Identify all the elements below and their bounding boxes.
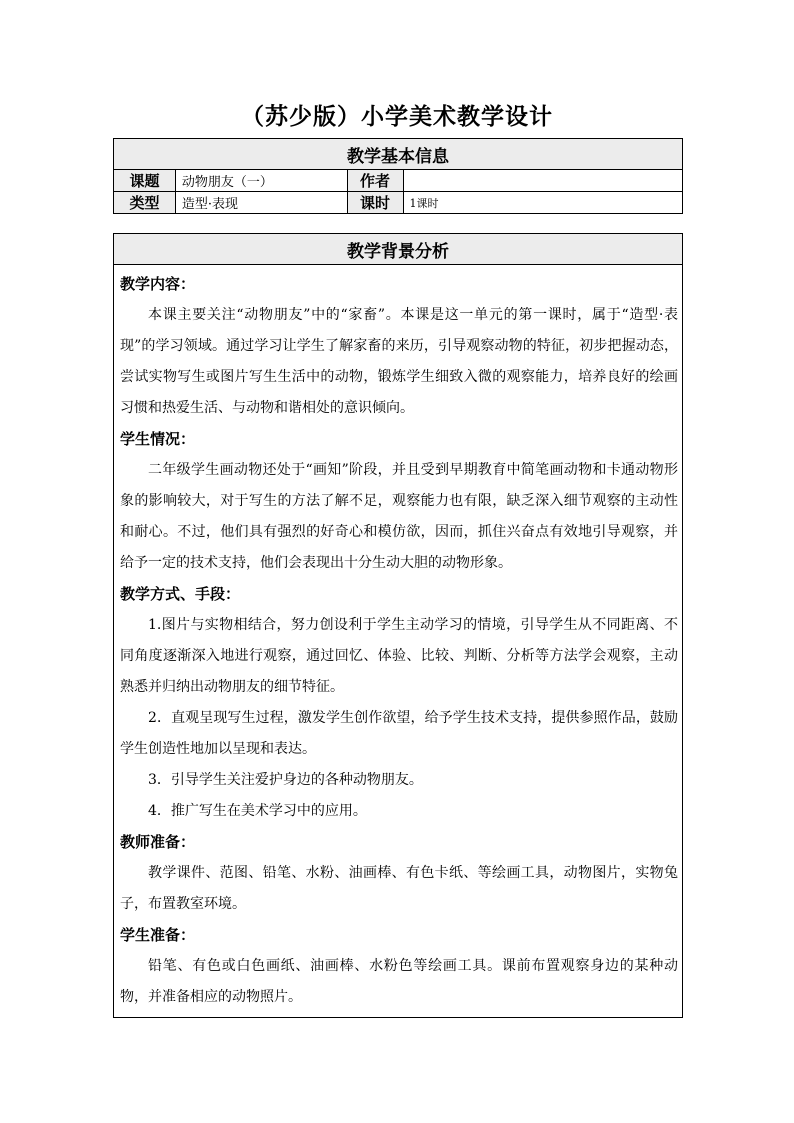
- section-content: [120, 269, 678, 424]
- method-item: 4．推广写生在美术学习中的应用。: [148, 803, 367, 819]
- method-item: 3．引导学生关注爱护身边的各种动物朋友。: [148, 772, 423, 788]
- type-label: 类型: [114, 192, 176, 214]
- section-methods: [120, 579, 678, 827]
- background-analysis-body: [114, 265, 683, 1018]
- topic-label: 课题: [114, 170, 176, 192]
- section-paragraph: 本课主要关注“动物朋友”中的“家畜”。本课是这一单元的第一课时，属于“造型·表现”的学习领域。通过学习让学生了解家畜的来历，引导观察动物的特征，初步把握动态，尝试实物写生或图片写生生活中的动物，锻炼学生细致入微的观察能力，培养良好的绘画习惯和热爱生活、与动物和谐相处的意识倾向。: [120, 307, 678, 416]
- section-teacher-prep: [120, 827, 678, 920]
- type-value: 造型·表现: [175, 192, 347, 214]
- background-analysis-header: 教学背景分析: [114, 234, 683, 265]
- section-heading: 学生情况：: [120, 430, 196, 448]
- hours-value: 1课时: [403, 192, 682, 214]
- method-item: 1.图片与实物相结合，努力创设利于学生主动学习的情境，引导学生从不同距离、不同角度逐渐深入地进行观察，通过回忆、体验、比较、判断、分析等方法学会观察，主动熟悉并归纳出动物朋友的细节特征。: [120, 617, 678, 695]
- author-value: [403, 170, 682, 192]
- basic-info-table: [113, 138, 683, 214]
- hours-label: 课时: [347, 192, 403, 214]
- document-title: （苏少版）小学美术教学设计: [241, 103, 553, 130]
- author-label: 作者: [347, 170, 403, 192]
- section-paragraph: 教学课件、范图、铅笔、水粉、油画棒、有色卡纸、等绘画工具，动物图片，实物兔子，布置教室环境。: [120, 865, 678, 912]
- background-analysis-table: [113, 233, 683, 1018]
- section-student-prep: [120, 920, 678, 1013]
- basic-info-header: 教学基本信息: [114, 139, 683, 170]
- section-heading: 教师准备：: [120, 833, 196, 851]
- section-heading: 教学方式、手段：: [120, 585, 241, 603]
- section-paragraph: 二年级学生画动物还处于“画知”阶段，并且受到早期教育中简笔画动物和卡通动物形象的影响较大，对于写生的方法了解不足，观察能力也有限，缺乏深入细节观察的主动性和耐心。不过，他们具有强烈的好奇心和模仿欲，因而，抓住兴奋点有效地引导观察，并给予一定的技术支持，他们会表现出十分生动大胆的动物形象。: [120, 462, 678, 571]
- topic-value: 动物朋友（一）: [175, 170, 347, 192]
- section-heading: 教学内容：: [120, 275, 196, 293]
- section-paragraph: 铅笔、有色或白色画纸、油画棒、水粉色等绘画工具。课前布置观察身边的某种动物，并准备相应的动物照片。: [120, 958, 678, 1005]
- method-item: 2．直观呈现写生过程，激发学生创作欲望，给予学生技术支持，提供参照作品，鼓励学生创造性地加以呈现和表达。: [120, 710, 678, 757]
- section-heading: 学生准备：: [120, 926, 196, 944]
- section-students: [120, 424, 678, 579]
